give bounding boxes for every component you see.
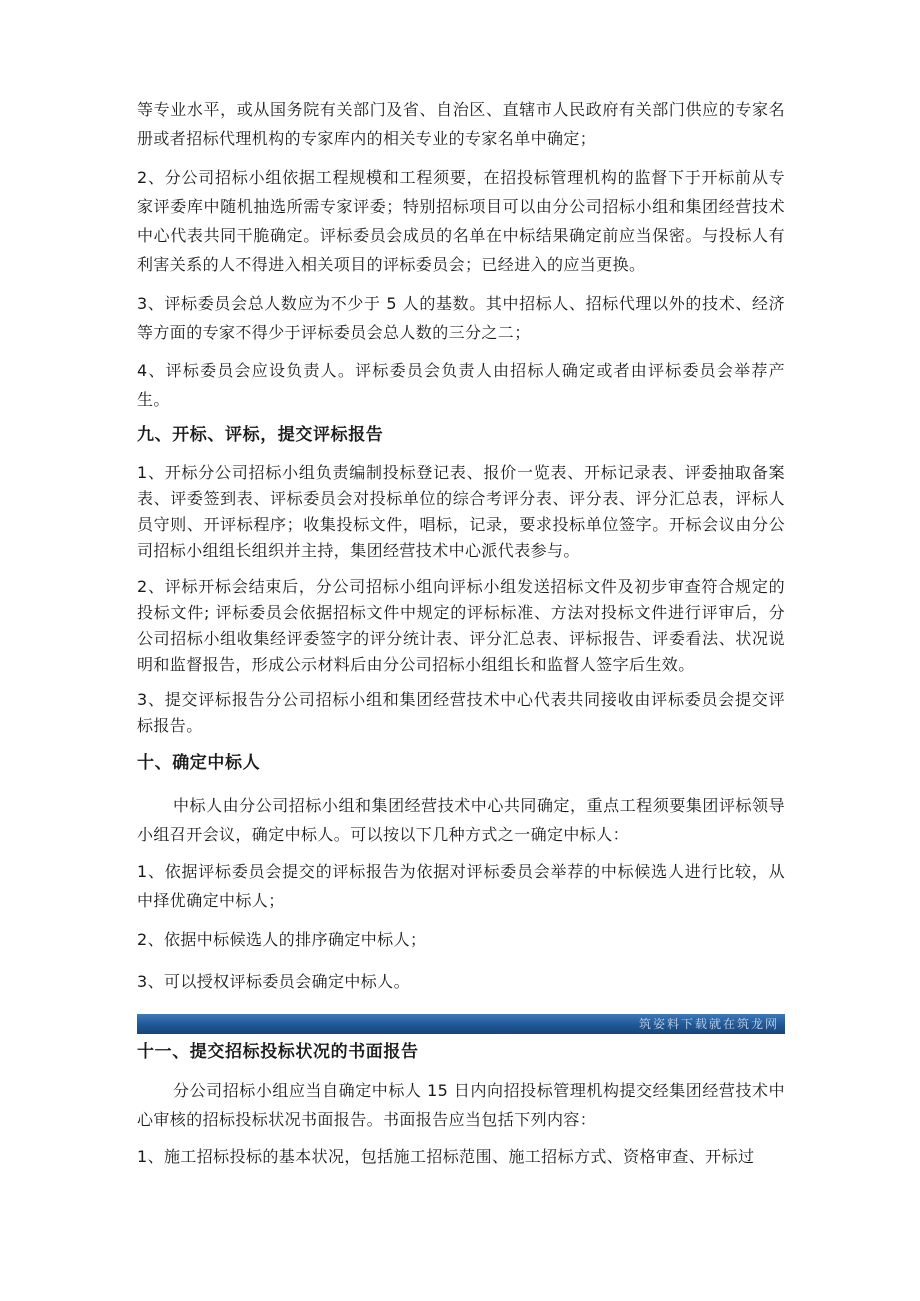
section-heading-10: 十、确定中标人: [137, 753, 261, 773]
section-10-intro: 中标人由分公司招标小组和集团经营技术中心共同确定，重点工程须要集团评标领导小组召开会议，确定中标人。可以按以下几种方式之一确定中标人：: [137, 796, 785, 844]
section-9-item-2: 2、评标开标会结束后，分公司招标小组向评标小组发送招标文件及初步审查符合规定的投标文件; 评标委员会依据招标文件中规定的评标标准、方法对投标文件进行评审后，分公司招标小组收集经评委签字的评分统计表、评分汇总表、评标报告、评委看法、状况说明和监督报告，形成公示材料后由分公司招标小组组长和监督人签字后生效。: [137, 577, 785, 674]
section-9-item-3: 3、提交评标报告分公司招标小组和集团经营技术中心代表共同接收由评标委员会提交评标报告。: [137, 690, 785, 735]
section-heading-11: 十一、提交招标投标状况的书面报告: [137, 1042, 419, 1062]
section-11-item-1: 1、施工招标投标的基本状况，包括施工招标范围、施工招标方式、资格审查、开标过: [137, 1147, 755, 1166]
paragraph-item-2: 2、分公司招标小组依据工程规模和工程须要，在招投标管理机构的监督下于开标前从专家评委库中随机抽选所需专家评委；特别招标项目可以由分公司招标小组和集团经营技术中心代表共同干脆确定。评标委员会成员的名单在中标结果确定前应当保密。与投标人有利害关系的人不得进入相关项目的评标委员会；已经进入的应当更换。: [137, 168, 785, 274]
section-heading-9: 九、开标、评标，提交评标报告: [137, 425, 384, 445]
section-10-item-1: 1、依据评标委员会提交的评标报告为依据对评标委员会举荐的中标候选人进行比较，从中择优确定中标人；: [137, 862, 785, 910]
paragraph-item-3: 3、评标委员会总人数应为不少于 5 人的基数。其中招标人、招标代理以外的技术、经济等方面的专家不得少于评标委员会总人数的三分之二；: [137, 294, 785, 342]
banner-text: 筑姿料下载就在筑龙网: [638, 1017, 779, 1031]
section-11-intro: 分公司招标小组应当自确定中标人 15 日内向招投标管理机构提交经集团经营技术中心审核的招标投标状况书面报告。书面报告应当包括下列内容：: [137, 1081, 785, 1129]
section-10-item-2: 2、依据中标候选人的排序确定中标人；: [137, 930, 427, 949]
section-9-item-1: 1、开标分公司招标小组负责编制投标登记表、报价一览表、开标记录表、评委抽取备案表、评委签到表、评标委员会对投标单位的综合考评分表、评分表、评分汇总表，评标人员守则、开评标程序；收集投标文件，唱标，记录，要求投标单位签字。开标会议由分公司招标小组组长组织并主持，集团经营技术中心派代表参与。: [137, 463, 785, 560]
paragraph-item-4: 4、评标委员会应设负责人。评标委员会负责人由招标人确定或者由评标委员会举荐产生。: [137, 361, 785, 409]
watermark-banner: [137, 1014, 785, 1034]
section-10-item-3: 3、可以授权评标委员会确定中标人。: [137, 972, 410, 991]
paragraph-continuation: 等专业水平，或从国务院有关部门及省、自治区、直辖市人民政府有关部门供应的专家名册或者招标代理机构的专家库内的相关专业的专家名单中确定；: [137, 100, 785, 148]
